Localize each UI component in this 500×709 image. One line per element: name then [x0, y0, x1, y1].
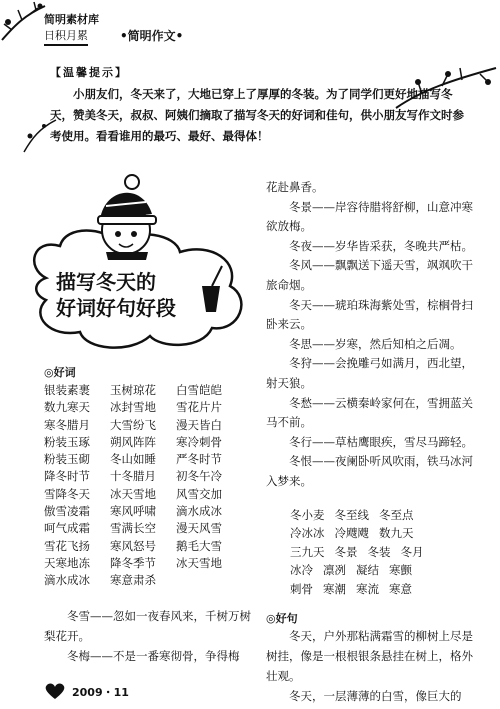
word: 寒潮: [323, 581, 346, 596]
magazine-name: 简明素材库: [44, 13, 99, 26]
word: 呵气成霜: [44, 521, 90, 536]
word: 白雪皑皑: [176, 383, 222, 397]
phrase-item: 冬风——飘飘送下遥天雪，飒飒吹干旅命烟。: [266, 258, 473, 292]
word: 漫天风雪: [176, 521, 222, 536]
word: 冰封雪地: [110, 400, 156, 415]
words-row: [44, 555, 254, 572]
word: 雪花飞扬: [44, 538, 90, 553]
words-row: [44, 538, 254, 555]
words-row: [44, 451, 254, 468]
word: 寒风怒号: [110, 538, 156, 553]
tips-box: [50, 64, 468, 147]
words-row: [44, 486, 254, 503]
word: 三九天: [290, 544, 325, 559]
word: 大雪纷飞: [110, 417, 156, 432]
left-column: [44, 364, 254, 666]
word: 冬山如睡: [110, 452, 156, 467]
word: 寒冷刺骨: [176, 434, 222, 449]
word: 降冬季节: [110, 555, 156, 570]
word: 降冬时节: [44, 469, 90, 484]
word: 数九寒天: [44, 400, 90, 415]
phrase-item: 冬景——岸容待腊将舒柳，山意冲寒欲放梅。: [266, 199, 473, 234]
words-label: ◎好词: [44, 366, 76, 379]
word: 傲雪凌霜: [44, 504, 90, 519]
word: 寒流: [356, 581, 379, 596]
word: 冬月: [400, 544, 424, 559]
word: 粉装玉琢: [44, 434, 90, 449]
words-row: [44, 399, 254, 416]
title-line-2: 好词好句好段: [56, 296, 176, 320]
short-words-row: [266, 506, 478, 525]
words-list: [44, 382, 254, 590]
words-row: [44, 417, 254, 434]
word: 滴水成冰: [44, 573, 90, 588]
word: 冷飕飕: [334, 526, 369, 540]
short-words-list: [266, 506, 478, 599]
short-words-row: [266, 524, 478, 543]
word: 冰天雪地: [176, 555, 222, 570]
phrase-item: 冬狩——会挽雕弓如满月，西北望，射天狼。: [266, 356, 473, 390]
category-label: 日积月累: [44, 27, 88, 46]
word: 冬小麦: [290, 507, 325, 522]
paragraph-winter-snow: 冬雪——忽如一夜春风来，千树万树梨花开。: [44, 608, 251, 643]
word: 刺骨: [290, 581, 313, 596]
word: 风雪交加: [176, 486, 222, 501]
words-row: [44, 468, 254, 485]
right-column: [266, 178, 478, 706]
phrase-item: 冬恨——夜阑卧听风吹雨，铁马冰河入梦来。: [266, 454, 473, 488]
word: 寒颤: [389, 563, 412, 577]
word: 凝结: [356, 563, 379, 577]
word: 滴水成冰: [176, 504, 222, 519]
page-issue: 2009・11: [72, 686, 129, 699]
phrase-item: 冬夜——岁华皆采获，冬晚共严枯。: [289, 238, 473, 253]
word: 冬至线: [334, 507, 369, 522]
short-words-row: [266, 580, 478, 599]
word: 玉树琼花: [110, 383, 156, 397]
sentence-paragraph: 冬天，一层薄薄的白雪，像巨大的: [289, 689, 462, 703]
phrase-item: 冬行——草枯鹰眼疾，雪尽马蹄轻。: [289, 434, 473, 449]
word: 初冬午冷: [176, 469, 222, 484]
sentence-paragraph: 冬天，户外那粘满霜雪的柳树上尽是树挂，像是一根根银条悬挂在树上，格外壮观。: [266, 629, 473, 683]
word: 朔风阵阵: [110, 434, 156, 449]
word: 冬景: [334, 544, 358, 559]
word: 雪降冬天: [44, 486, 90, 501]
word: 冰冷: [290, 563, 313, 577]
word: 雪花片片: [176, 400, 222, 415]
short-words-row: [266, 561, 478, 580]
word: 数九天: [379, 526, 414, 540]
heart-icon: [44, 682, 66, 700]
word: 冰天雪地: [110, 486, 156, 501]
phrase-item: 冬愁——云横秦岭家何在，雪拥蓝关马不前。: [266, 395, 473, 430]
title-illustration: [26, 168, 254, 356]
word: 漫天皆白: [176, 417, 222, 432]
word: 银装素裹: [44, 383, 90, 397]
word: 粉装玉砌: [44, 452, 90, 467]
word: 雪满长空: [110, 521, 156, 536]
short-words-row: [266, 543, 478, 562]
words-row: [44, 434, 254, 451]
word: 天寒地冻: [44, 555, 90, 570]
word: 十冬腊月: [110, 469, 156, 484]
paragraph-winter-plum: 冬梅——不是一番寒彻骨，争得梅: [67, 648, 240, 663]
word: 冷冰冰: [290, 526, 325, 540]
tips-label: 【温馨提示】: [50, 66, 128, 79]
words-row: [44, 382, 254, 399]
snowman-cloud-icon: [26, 168, 254, 356]
words-row: [44, 572, 254, 589]
word: 冬装: [367, 544, 391, 559]
words-row: [44, 503, 254, 520]
word: 寒冬腊月: [44, 417, 90, 432]
sentences-section: [266, 610, 478, 706]
words-row: [44, 520, 254, 537]
phrase-item: 冬天——琥珀珠海紫处雪，棕榈骨扫卧来云。: [266, 297, 473, 332]
word: 寒意: [389, 581, 412, 596]
word: 严冬时节: [176, 452, 222, 467]
continued-text: 花赴鼻香。: [266, 180, 324, 194]
tips-text: 小朋友们，冬天来了，大地已穿上了厚厚的冬装。为了同学们更好地描写冬天，赞美冬天，叔叔、阿姨们摘取了描写冬天的好词和佳句，供小朋友写作文时参考使用。看看谁用的最巧、最好、最得体！: [50, 87, 464, 143]
column-label: •简明作文•: [120, 29, 184, 43]
title-line-1: 描写冬天的: [56, 270, 156, 294]
word: 寒意肃杀: [110, 573, 156, 588]
word: 冬至点: [379, 507, 414, 522]
sentences-label: ◎好句: [266, 612, 298, 625]
left-paragraphs: [44, 606, 254, 666]
word: 凛冽: [323, 563, 346, 577]
word: 鹅毛大雪: [176, 538, 222, 553]
phrase-item: 冬思——岁寒，然后知柏之后凋。: [289, 336, 462, 351]
word: 寒风呼啸: [110, 504, 156, 519]
